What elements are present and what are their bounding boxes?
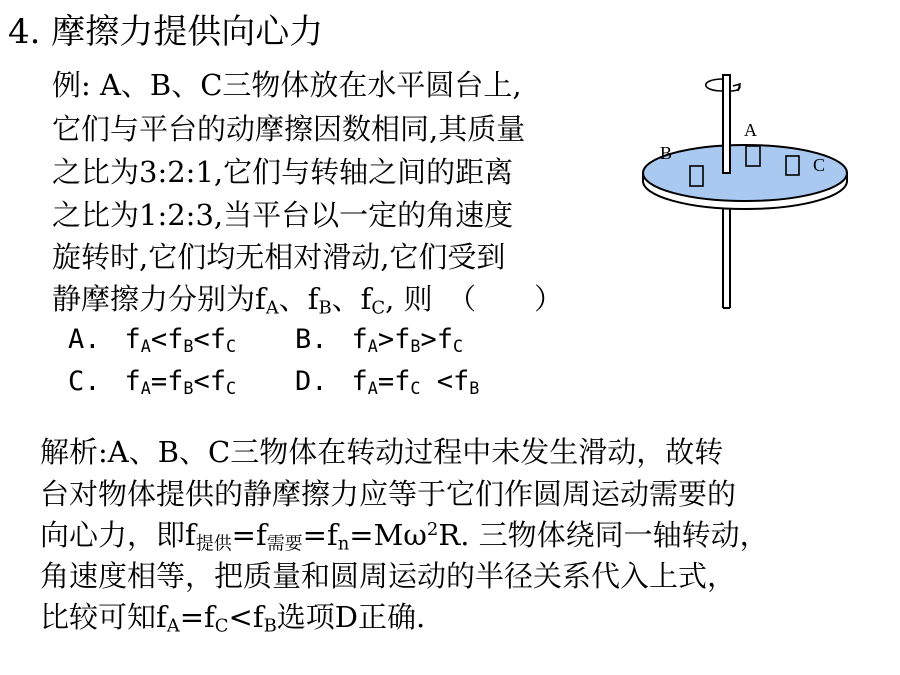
- option-c[interactable]: C. $f_A=f_B<f_C$: [68, 366, 237, 399]
- section-title: 4. 摩擦力提供向心力: [8, 12, 324, 52]
- question-line: 它们与平台的动摩擦因数相同,其质量: [52, 112, 526, 146]
- analysis-line: 台对物体提供的静摩擦力应等于它们作圆周运动需要的: [40, 477, 737, 511]
- question-line: 旋转时,它们均无相对滑动,它们受到: [52, 240, 506, 274]
- analysis-line: 比较可知$f_A=f_C<f_B$选项D正确.: [40, 600, 426, 637]
- label-a: A: [744, 120, 757, 140]
- option-b[interactable]: B. $f_A>f_B>f_C$: [295, 324, 464, 357]
- question-line: 之比为1:2:3,当平台以一定的角速度: [52, 198, 514, 232]
- option-d[interactable]: D. $f_A=f_C <f_B$: [295, 366, 480, 399]
- analysis-line: 角速度相等，把质量和圆周运动的半径关系代入上式，: [40, 559, 737, 593]
- option-a[interactable]: A. $f_A<f_B<f_C$: [68, 324, 237, 357]
- analysis-line: 解析:A、B、C三物体在转动过程中未发生滑动，故转: [40, 435, 724, 469]
- question-line: 例: A、B、C三物体放在水平圆台上,: [52, 68, 522, 102]
- analysis-line: 向心力，即$f_{提供}=f_{需要}=f_n=M\omega^2R$. 三物体绕同一轴转动，: [40, 518, 769, 555]
- question-line-last: 静摩擦力分别为$f_A$、$f_B$、$f_C$, 则 （ ）: [52, 282, 564, 319]
- rotation-arc-left: [706, 79, 723, 91]
- axis-upper: [723, 75, 730, 173]
- rotating-platform-diagram: [630, 65, 860, 315]
- question-line: 之比为3:2:1,它们与转轴之间的距离: [52, 155, 514, 189]
- label-b: B: [660, 143, 673, 163]
- label-c: C: [813, 155, 826, 175]
